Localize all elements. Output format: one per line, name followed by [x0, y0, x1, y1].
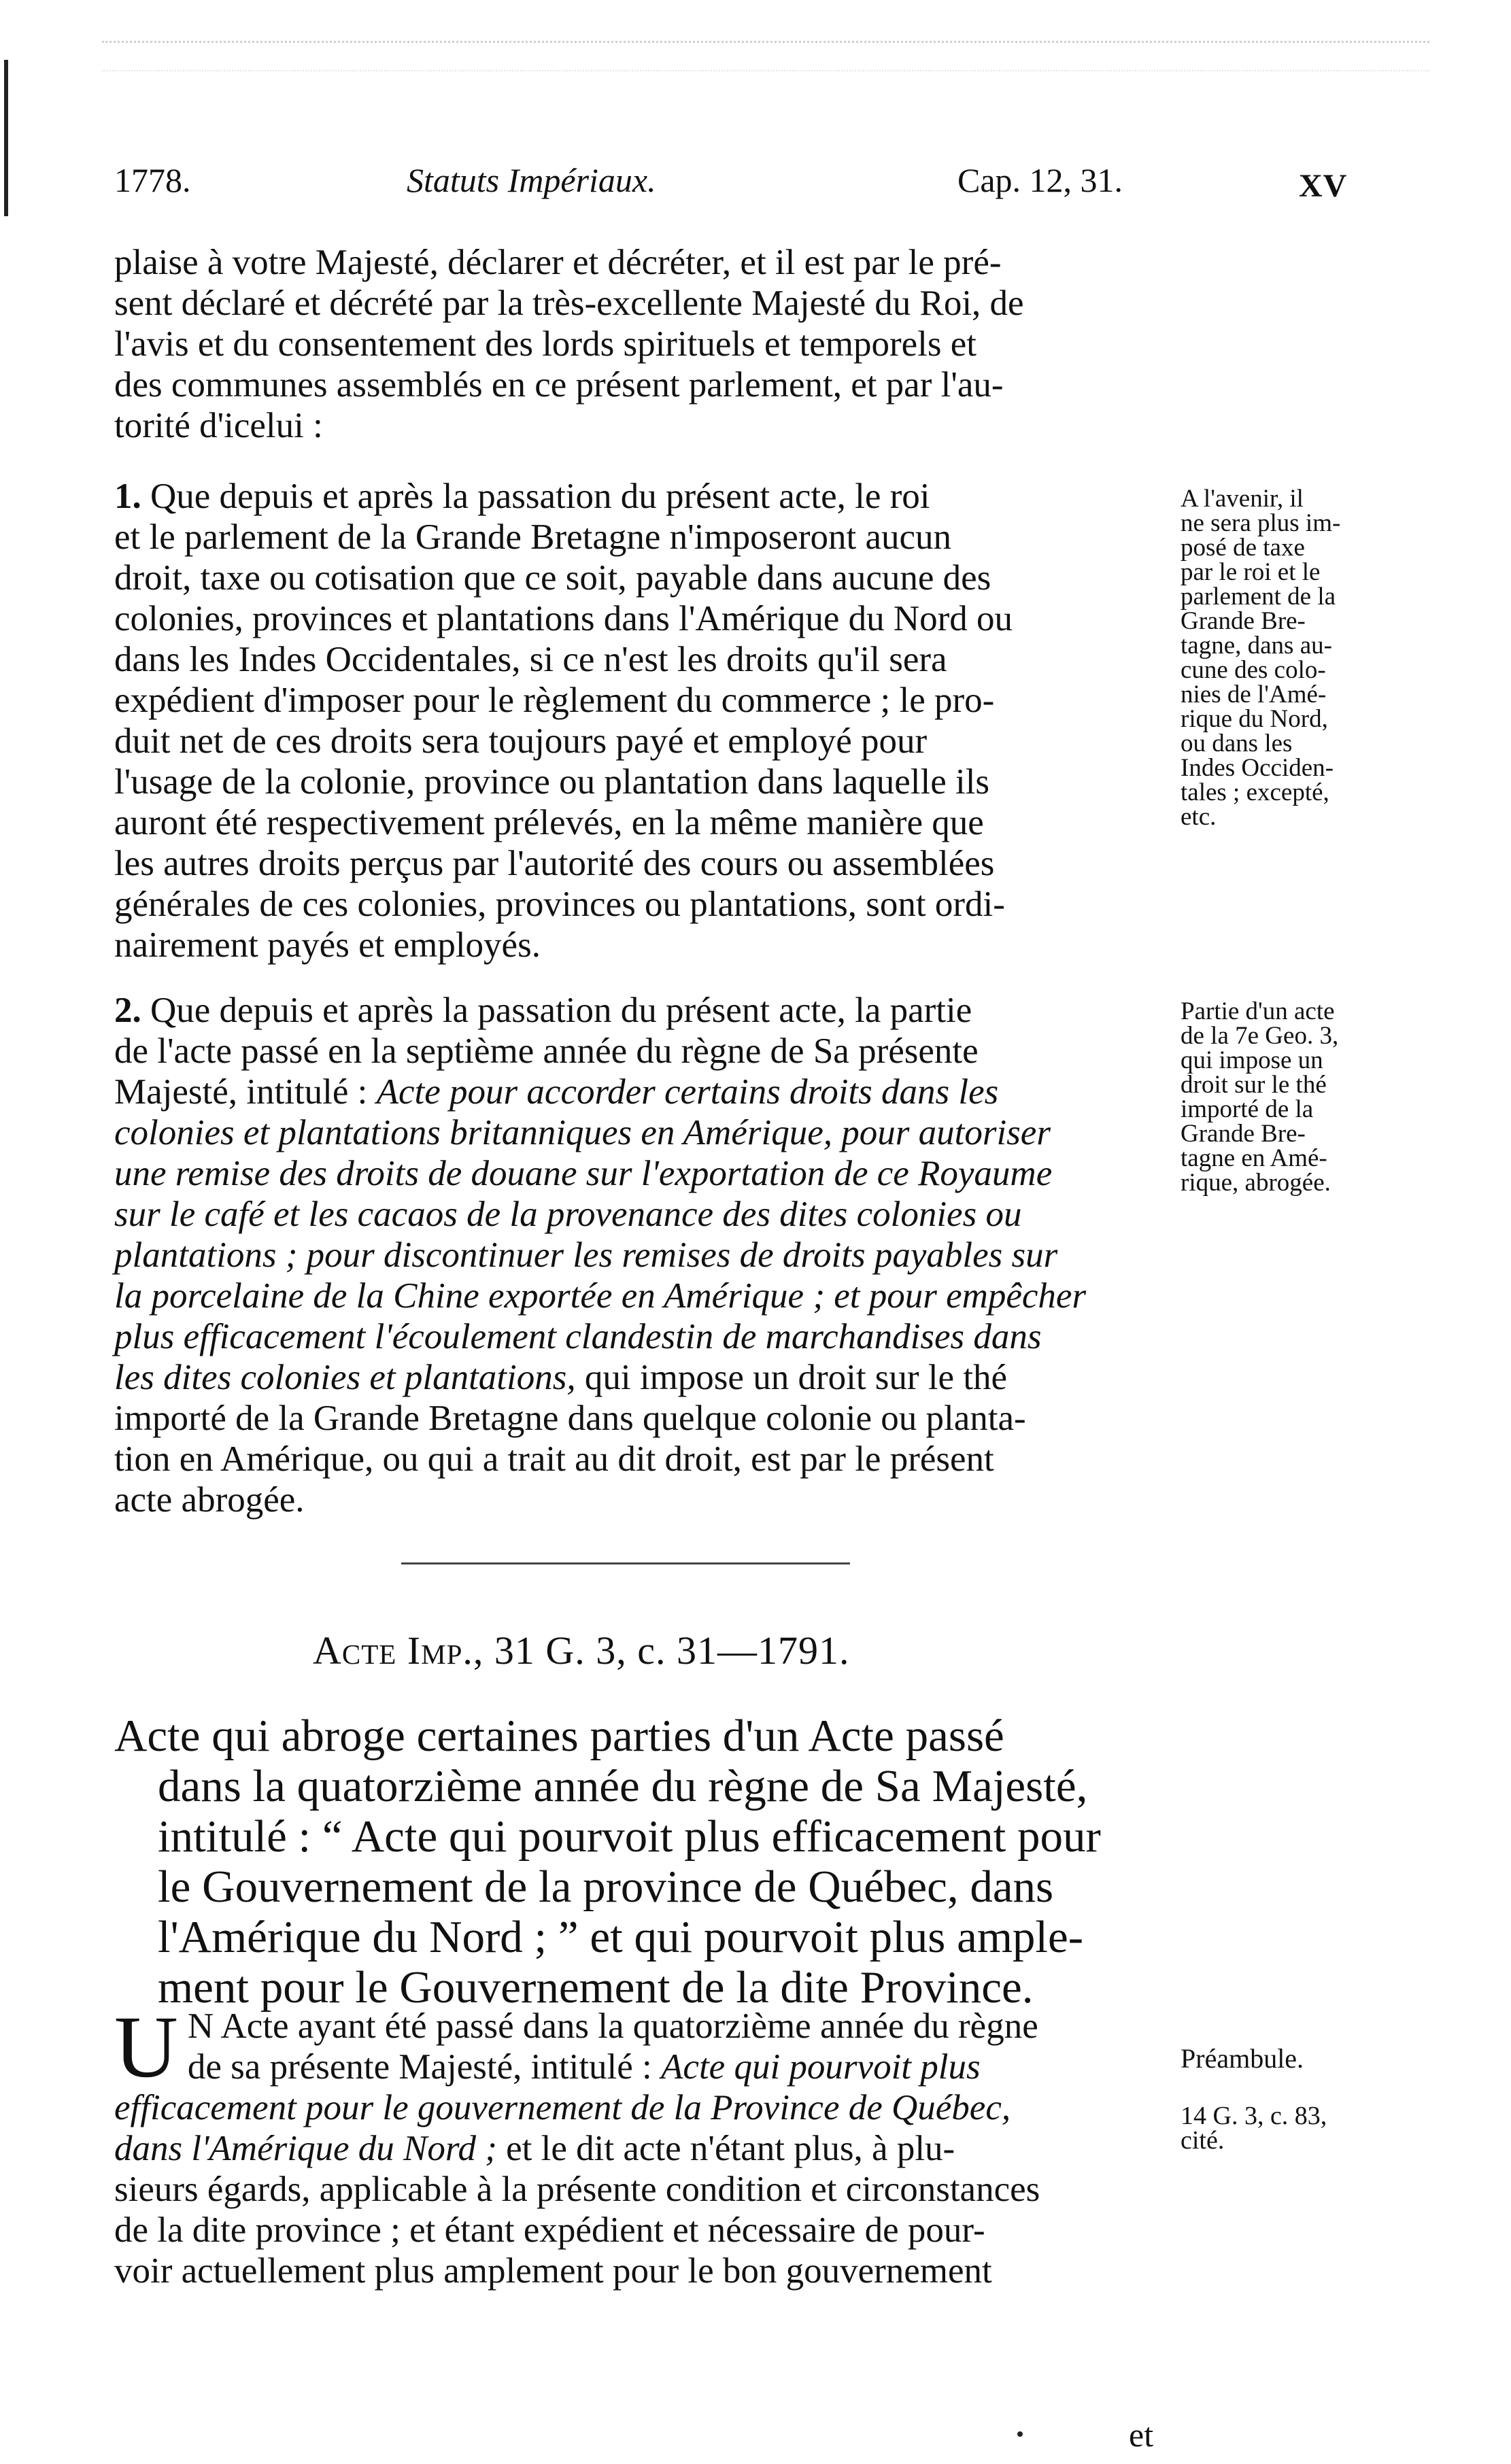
margin-line: posé de taxe	[1181, 534, 1305, 562]
title-line: ment pour le Gouvernement de la dite Province.	[158, 1962, 1034, 2013]
text-line: droit, taxe ou cotisation que ce soit, payable dans aucune des	[114, 558, 991, 598]
text-line-italic: plus efficacement l'écoulement clandestin de marchandises dans	[114, 1317, 1042, 1356]
text-line: auront été respectivement prélevés, en la même manière que	[114, 803, 984, 842]
act-citation-italic: Acte qui pourvoit plus	[661, 2047, 981, 2087]
act-citation-italic: les dites colonies et plantations,	[114, 1358, 576, 1397]
margin-line: de la 7e Geo. 3,	[1181, 1022, 1339, 1050]
intro-paragraph	[114, 242, 1170, 446]
section-2	[114, 990, 1170, 1520]
act-title	[114, 1711, 1175, 2013]
title-line: le Gouvernement de la province de Québec, dans	[158, 1862, 1054, 1912]
margin-note-citation	[1181, 2104, 1385, 2153]
margin-line: nies de l'Amé-	[1181, 681, 1327, 708]
text-line: des communes assemblés en ce présent parlement, et par l'au-	[114, 365, 1004, 405]
margin-line: etc.	[1181, 803, 1217, 831]
text-line: et le parlement de la Grande Bretagne n'imposeront aucun	[114, 517, 952, 557]
margin-line: cune des colo-	[1181, 656, 1326, 684]
text-line: de la dite province ; et étant expédient et nécessaire de pour-	[114, 2210, 985, 2250]
text-line-italic: plantations ; pour discontinuer les remises de droits payables sur	[114, 1235, 1058, 1275]
text-line	[114, 1072, 1170, 1112]
text-line: dans les Indes Occidentales, si ce n'est les droits qu'il sera	[114, 640, 947, 679]
scan-edge-mark	[4, 60, 8, 216]
margin-note-preamble: Préambule.	[1181, 2043, 1304, 2074]
section-number: 2.	[114, 991, 141, 1030]
text-run: qui impose un droit sur le thé	[575, 1358, 1008, 1397]
margin-line: Partie d'un acte	[1181, 997, 1335, 1025]
text-line-italic: efficacement pour le gouvernement de la Province de Québec,	[114, 2088, 1011, 2127]
text-line: importé de la Grande Bretagne dans quelque colonie ou planta-	[114, 1399, 1026, 1438]
act-citation-italic: Acte pour accorder certains droits dans les	[376, 1072, 999, 1112]
text-line: sent déclaré et décrété par la très-excellente Majesté du Roi, de	[114, 284, 1024, 323]
margin-line: ou dans les	[1181, 730, 1293, 757]
margin-line: Indes Occiden-	[1181, 754, 1334, 782]
act-heading-prefix: Acte Imp.	[313, 1628, 473, 1673]
margin-line: tales ; excepté,	[1181, 778, 1329, 806]
margin-note-section-2	[1181, 999, 1385, 1195]
text-line-italic: colonies et plantations britanniques en Amérique, pour autoriser	[114, 1113, 1051, 1152]
text-line: tion en Amérique, ou qui a trait au dit droit, est par le présent	[114, 1439, 994, 1479]
text-line: sieurs égards, applicable à la présente condition et circonstances	[114, 2170, 1040, 2209]
text-line: duit net de ces droits sera toujours payé et employé pour	[114, 721, 928, 761]
act-citation-italic: dans l'Amérique du Nord ;	[114, 2129, 497, 2168]
text-line-body: Que depuis et après la passation du présent acte, le roi	[150, 477, 930, 516]
text-line: générales de ces colonies, provinces ou plantations, sont ordi-	[114, 885, 1005, 924]
text-line-italic: une remise des droits de douane sur l'exportation de ce Royaume	[114, 1154, 1053, 1193]
margin-line: 14 G. 3, c. 83,	[1181, 2102, 1327, 2130]
text-line: les autres droits perçus par l'autorité des cours ou assemblées	[114, 844, 995, 883]
section-divider	[401, 1562, 850, 1564]
header-title: Statuts Impériaux.	[407, 161, 656, 199]
margin-line: Grande Bre-	[1181, 607, 1306, 635]
title-line: dans la quatorzième année du règne de Sa Majesté,	[158, 1761, 1088, 1811]
text-line: expédient d'imposer pour le règlement du commerce ; le pro-	[114, 681, 995, 720]
margin-line: rique du Nord,	[1181, 705, 1328, 733]
section-number: 1.	[114, 477, 141, 516]
text-line	[114, 476, 1170, 517]
page-number: XV	[1299, 168, 1348, 204]
text-line: nairement payés et employés.	[114, 925, 541, 965]
text-line	[114, 2128, 1175, 2169]
text-line	[114, 990, 1170, 1031]
margin-line: droit sur le thé	[1181, 1071, 1327, 1099]
text-line-body: Que depuis et après la passation du présent acte, la partie	[150, 991, 972, 1030]
margin-line: cité.	[1181, 2126, 1225, 2155]
margin-line: A l'avenir, il	[1181, 485, 1304, 513]
print-speck	[1017, 2431, 1023, 2437]
section-1	[114, 476, 1170, 965]
text-run: Majesté, intitulé :	[114, 1072, 377, 1112]
text-line-italic: la porcelaine de la Chine exportée en Amérique ; et pour empêcher	[114, 1276, 1087, 1316]
text-line-italic: sur le café et les cacaos de la provenance des dites colonies ou	[114, 1195, 1022, 1234]
text-run: de sa présente Majesté, intitulé :	[187, 2047, 662, 2087]
margin-line: rique, abrogée.	[1181, 1169, 1331, 1197]
text-line	[114, 1357, 1170, 1398]
text-line: l'usage de la colonie, province ou plantation dans laquelle ils	[114, 762, 990, 802]
text-line: colonies, provinces et plantations dans l'Amérique du Nord ou	[114, 599, 1013, 638]
title-line: Acte qui abroge certaines parties d'un Acte passé	[114, 1711, 1004, 1761]
preamble-paragraph	[114, 1998, 1175, 2291]
header-year: 1778.	[114, 161, 191, 199]
margin-line: Grande Bre-	[1181, 1120, 1306, 1148]
margin-line: tagne en Amé-	[1181, 1144, 1327, 1172]
title-line: l'Amérique du Nord ; ” et qui pourvoit plus ample-	[158, 1912, 1084, 1962]
text-run: et le dit acte n'étant plus, à plu-	[496, 2129, 955, 2168]
margin-line: qui impose un	[1181, 1046, 1323, 1074]
title-line: intitulé : “ Acte qui pourvoit plus efficacement pour	[158, 1811, 1101, 1862]
catchword: et	[1129, 2416, 1154, 2454]
header-chapter: Cap. 12, 31.	[957, 161, 1123, 199]
text-line: plaise à votre Majesté, déclarer et décréter, et il est par le pré-	[114, 243, 1002, 282]
text-line: N Acte ayant été passé dans la quatorzième année du règne	[187, 2006, 1038, 2046]
running-header	[114, 160, 1393, 208]
scan-noise	[102, 41, 1429, 71]
act-heading	[313, 1628, 850, 1673]
text-line: de l'acte passé en la septième année du règne de Sa présente	[114, 1031, 979, 1071]
margin-line: tagne, dans au-	[1181, 632, 1332, 660]
margin-line: par le roi et le	[1181, 558, 1321, 586]
margin-note-section-1	[1181, 487, 1385, 829]
act-heading-citation: , 31 G. 3, c. 31—1791.	[473, 1628, 850, 1673]
text-line: acte abrogée.	[114, 1480, 305, 1520]
text-line: l'avis et du consentement des lords spirituels et temporels et	[114, 324, 977, 364]
margin-line: ne sera plus im-	[1181, 509, 1341, 537]
text-line: torité d'icelui :	[114, 406, 323, 445]
text-line: voir actuellement plus amplement pour le bon gouvernement	[114, 2251, 992, 2291]
drop-cap: U	[114, 1998, 178, 2096]
margin-line: importé de la	[1181, 1095, 1314, 1123]
margin-line: parlement de la	[1181, 583, 1336, 611]
text-line	[114, 2047, 1175, 2087]
